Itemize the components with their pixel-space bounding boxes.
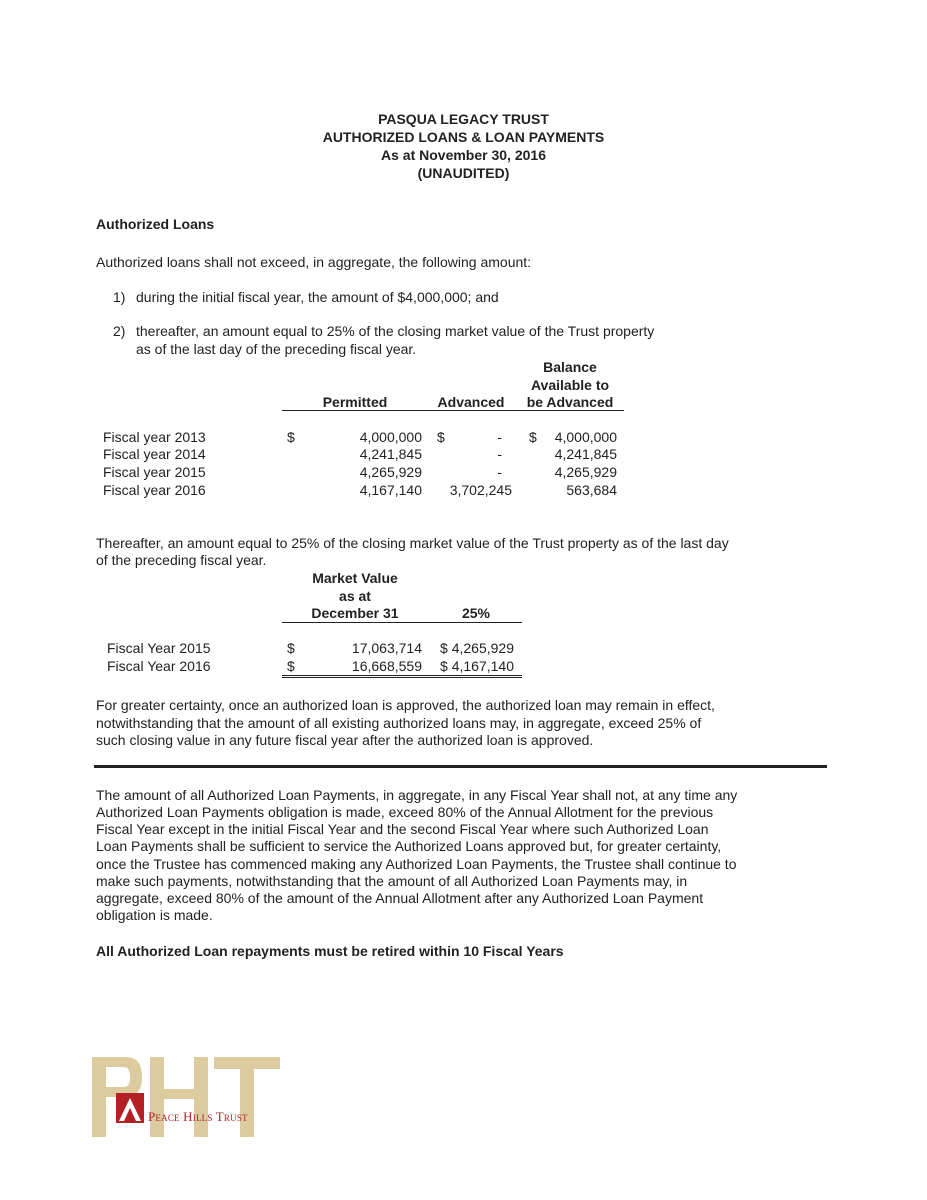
item-2-number: 2): [113, 323, 126, 339]
col-market-value-line-1: Market Value: [312, 570, 398, 586]
payments-line-5: once the Trustee has commenced making any Authorized Loan Payments, the Trustee shall continue to: [96, 856, 737, 872]
balance-value: 4,265,929: [554, 464, 617, 480]
item-2-text-line-2: as of the last day of the preceding fiscal year.: [136, 341, 417, 357]
market-value: 16,668,559: [351, 658, 422, 674]
table-row-label: Fiscal Year 2015: [107, 640, 211, 656]
table-row-label: Fiscal Year 2016: [107, 658, 211, 674]
permitted-value: 4,265,929: [359, 464, 422, 480]
currency-symbol: $: [287, 429, 295, 445]
market-value: 17,063,714: [351, 640, 422, 656]
table-row-label: Fiscal year 2015: [103, 464, 206, 480]
table-1-header-rule: [282, 410, 624, 411]
payments-line-4: Loan Payments shall be sufficient to service the Authorized Loans approved but, for greater certainty,: [96, 838, 722, 854]
currency-symbol: $: [437, 429, 445, 445]
advanced-value: -: [497, 429, 502, 445]
balance-value: 4,241,845: [554, 446, 617, 462]
advanced-value: 3,702,245: [449, 482, 512, 498]
item-1-number: 1): [113, 289, 126, 305]
payments-line-8: obligation is made.: [96, 907, 213, 923]
col-balance-line-2: Available to: [530, 377, 610, 393]
certainty-line-2: notwithstanding that the amount of all existing authorized loans may, in aggregate, exceed 25% of: [96, 715, 702, 731]
certainty-line-3: such closing value in any future fiscal year after the authorized loan is approved.: [96, 732, 594, 748]
currency-symbol: $: [287, 640, 295, 656]
permitted-value: 4,167,140: [359, 482, 422, 498]
col-advanced: Advanced: [437, 394, 505, 410]
currency-symbol: $: [529, 429, 537, 445]
peace-hills-trust-logo: [90, 1055, 290, 1140]
advanced-value: -: [497, 464, 502, 480]
permitted-value: 4,241,845: [359, 446, 422, 462]
currency-symbol: $: [287, 658, 295, 674]
title-line-3: As at November 30, 2016: [381, 147, 546, 163]
section-heading: Authorized Loans: [96, 216, 215, 232]
logo-company-name: Peace Hills Trust: [148, 1109, 248, 1124]
thereafter-line-1: Thereafter, an amount equal to 25% of the closing market value of the Trust property as of the last day: [96, 535, 729, 551]
col-permitted: Permitted: [322, 394, 388, 410]
permitted-value: 4,000,000: [359, 429, 422, 445]
thereafter-line-2: of the preceding fiscal year.: [96, 552, 267, 568]
title-line-2: AUTHORIZED LOANS & LOAN PAYMENTS: [322, 129, 605, 145]
col-market-value-line-2: as at: [339, 588, 371, 604]
table-2-header-rule: [282, 622, 522, 623]
item-2-text-line-1: thereafter, an amount equal to 25% of the closing market value of the Trust property: [136, 323, 655, 339]
certainty-line-1: For greater certainty, once an authorized loan is approved, the authorized loan may remain in effect,: [96, 697, 715, 713]
intro-text: Authorized loans shall not exceed, in aggregate, the following amount:: [96, 254, 532, 270]
pht-logo-mark: [90, 1055, 290, 1140]
table-row-label: Fiscal year 2014: [103, 446, 206, 462]
table-2-total-rule: [282, 675, 522, 678]
col-balance-line-3: be Advanced: [526, 394, 614, 410]
pct-value: $ 4,265,929: [440, 640, 514, 656]
payments-line-3: Fiscal Year except in the initial Fiscal Year and the second Fiscal Year where such Authorized Loan: [96, 821, 709, 837]
item-1-text: during the initial fiscal year, the amount of $4,000,000; and: [136, 289, 499, 305]
balance-value: 563,684: [566, 482, 617, 498]
payments-line-2: Authorized Loan Payments obligation is made, exceed 80% of the Annual Allotment for the previous: [96, 804, 714, 820]
payments-line-1: The amount of all Authorized Loan Payments, in aggregate, in any Fiscal Year shall not, at any time any: [96, 787, 738, 803]
advanced-value: -: [497, 446, 502, 462]
table-row-label: Fiscal year 2013: [103, 429, 206, 445]
payments-line-7: aggregate, exceed 80% of the amount of the Annual Allotment after any Authorized Loan Payment: [96, 890, 704, 906]
table-row-label: Fiscal year 2016: [103, 482, 206, 498]
pct-value: $ 4,167,140: [440, 658, 514, 674]
balance-value: 4,000,000: [554, 429, 617, 445]
section-divider: [94, 765, 827, 768]
col-25-percent: 25%: [461, 605, 491, 621]
payments-line-6: make such payments, notwithstanding that the amount of all Authorized Loan Payments may, in: [96, 873, 688, 889]
col-market-value-line-3: December 31: [311, 605, 399, 621]
closing-statement: All Authorized Loan repayments must be retired within 10 Fiscal Years: [96, 943, 564, 959]
col-balance-line-1: Balance: [543, 359, 597, 375]
title-line-4: (UNAUDITED): [417, 165, 510, 181]
title-line-1: PASQUA LEGACY TRUST: [378, 111, 549, 127]
